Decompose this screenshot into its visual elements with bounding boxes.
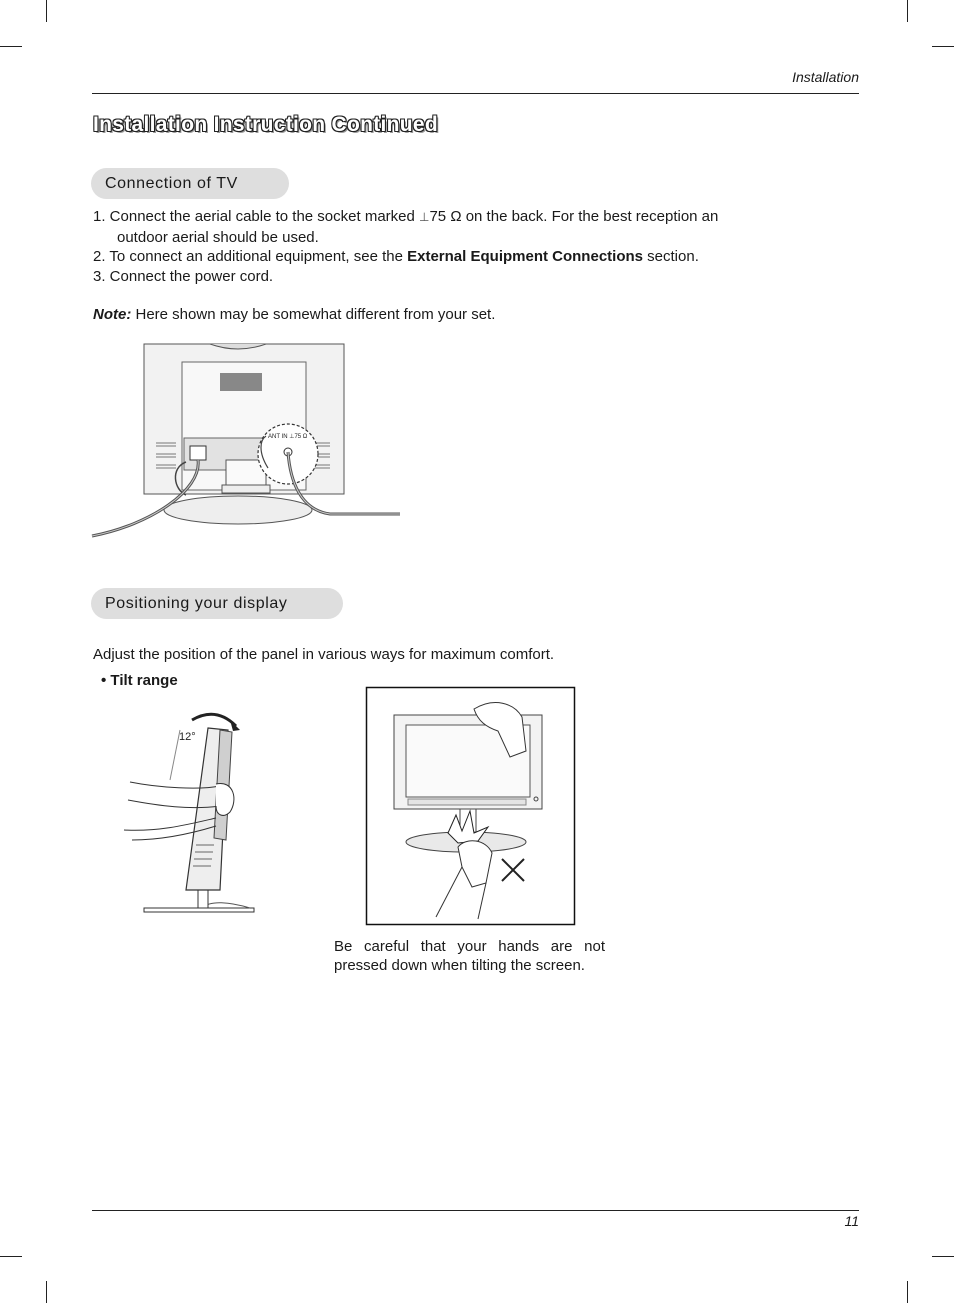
crop-mark [0,46,22,47]
caption-line-1: Be careful that your hands are not [334,938,605,955]
tilt-range-label: Tilt range [110,672,178,689]
step-3: 3. Connect the power cord. [93,267,274,285]
crop-mark [907,0,908,22]
step-2-pre: 2. To connect an additional equipment, see the [93,248,408,265]
step-1-post: 75 Ω on the back. For the best reception an [429,208,719,225]
caution-caption [334,937,605,975]
crop-mark [46,1281,47,1303]
crop-mark [46,0,47,22]
running-header: Installation [792,69,859,85]
section-heading-connection: Connection of TV [91,168,289,199]
note-text: Here shown may be somewhat different from your set. [131,306,496,323]
crop-mark [0,1256,22,1257]
tilt-illustration [120,700,260,918]
crop-mark [932,46,954,47]
step-2-post: section. [643,248,699,265]
note-label: Note: [93,306,132,323]
page-number: 11 [844,1213,859,1229]
header-rule [92,93,859,94]
note [93,305,495,325]
ground-symbol: ⊥ [419,210,430,224]
step-2-link-text: External Equipment Connections [407,248,643,265]
step-1-pre: 1. Connect the aerial cable to the socket marked [93,208,420,225]
connection-steps [93,207,833,286]
footer-rule [92,1210,859,1211]
crop-mark [907,1281,908,1303]
tv-back-illustration [90,340,405,545]
positioning-intro: Adjust the position of the panel in various ways for maximum comfort. [93,646,555,663]
section-heading-positioning: Positioning your display [91,588,343,619]
bullet-dot: • [101,672,111,689]
crop-mark [932,1256,954,1257]
ant-in-label: ANT IN ⊥75 Ω [268,434,308,440]
tilt-angle-label: 12° [179,731,196,743]
tilt-range-bullet [101,671,178,691]
hand-caution-illustration [366,687,575,925]
step-1-continuation: outdoor aerial should be used. [117,228,319,246]
page-title: Installation Instruction Continued [93,113,439,136]
caption-line-2: pressed down when tilting the screen. [334,957,585,974]
